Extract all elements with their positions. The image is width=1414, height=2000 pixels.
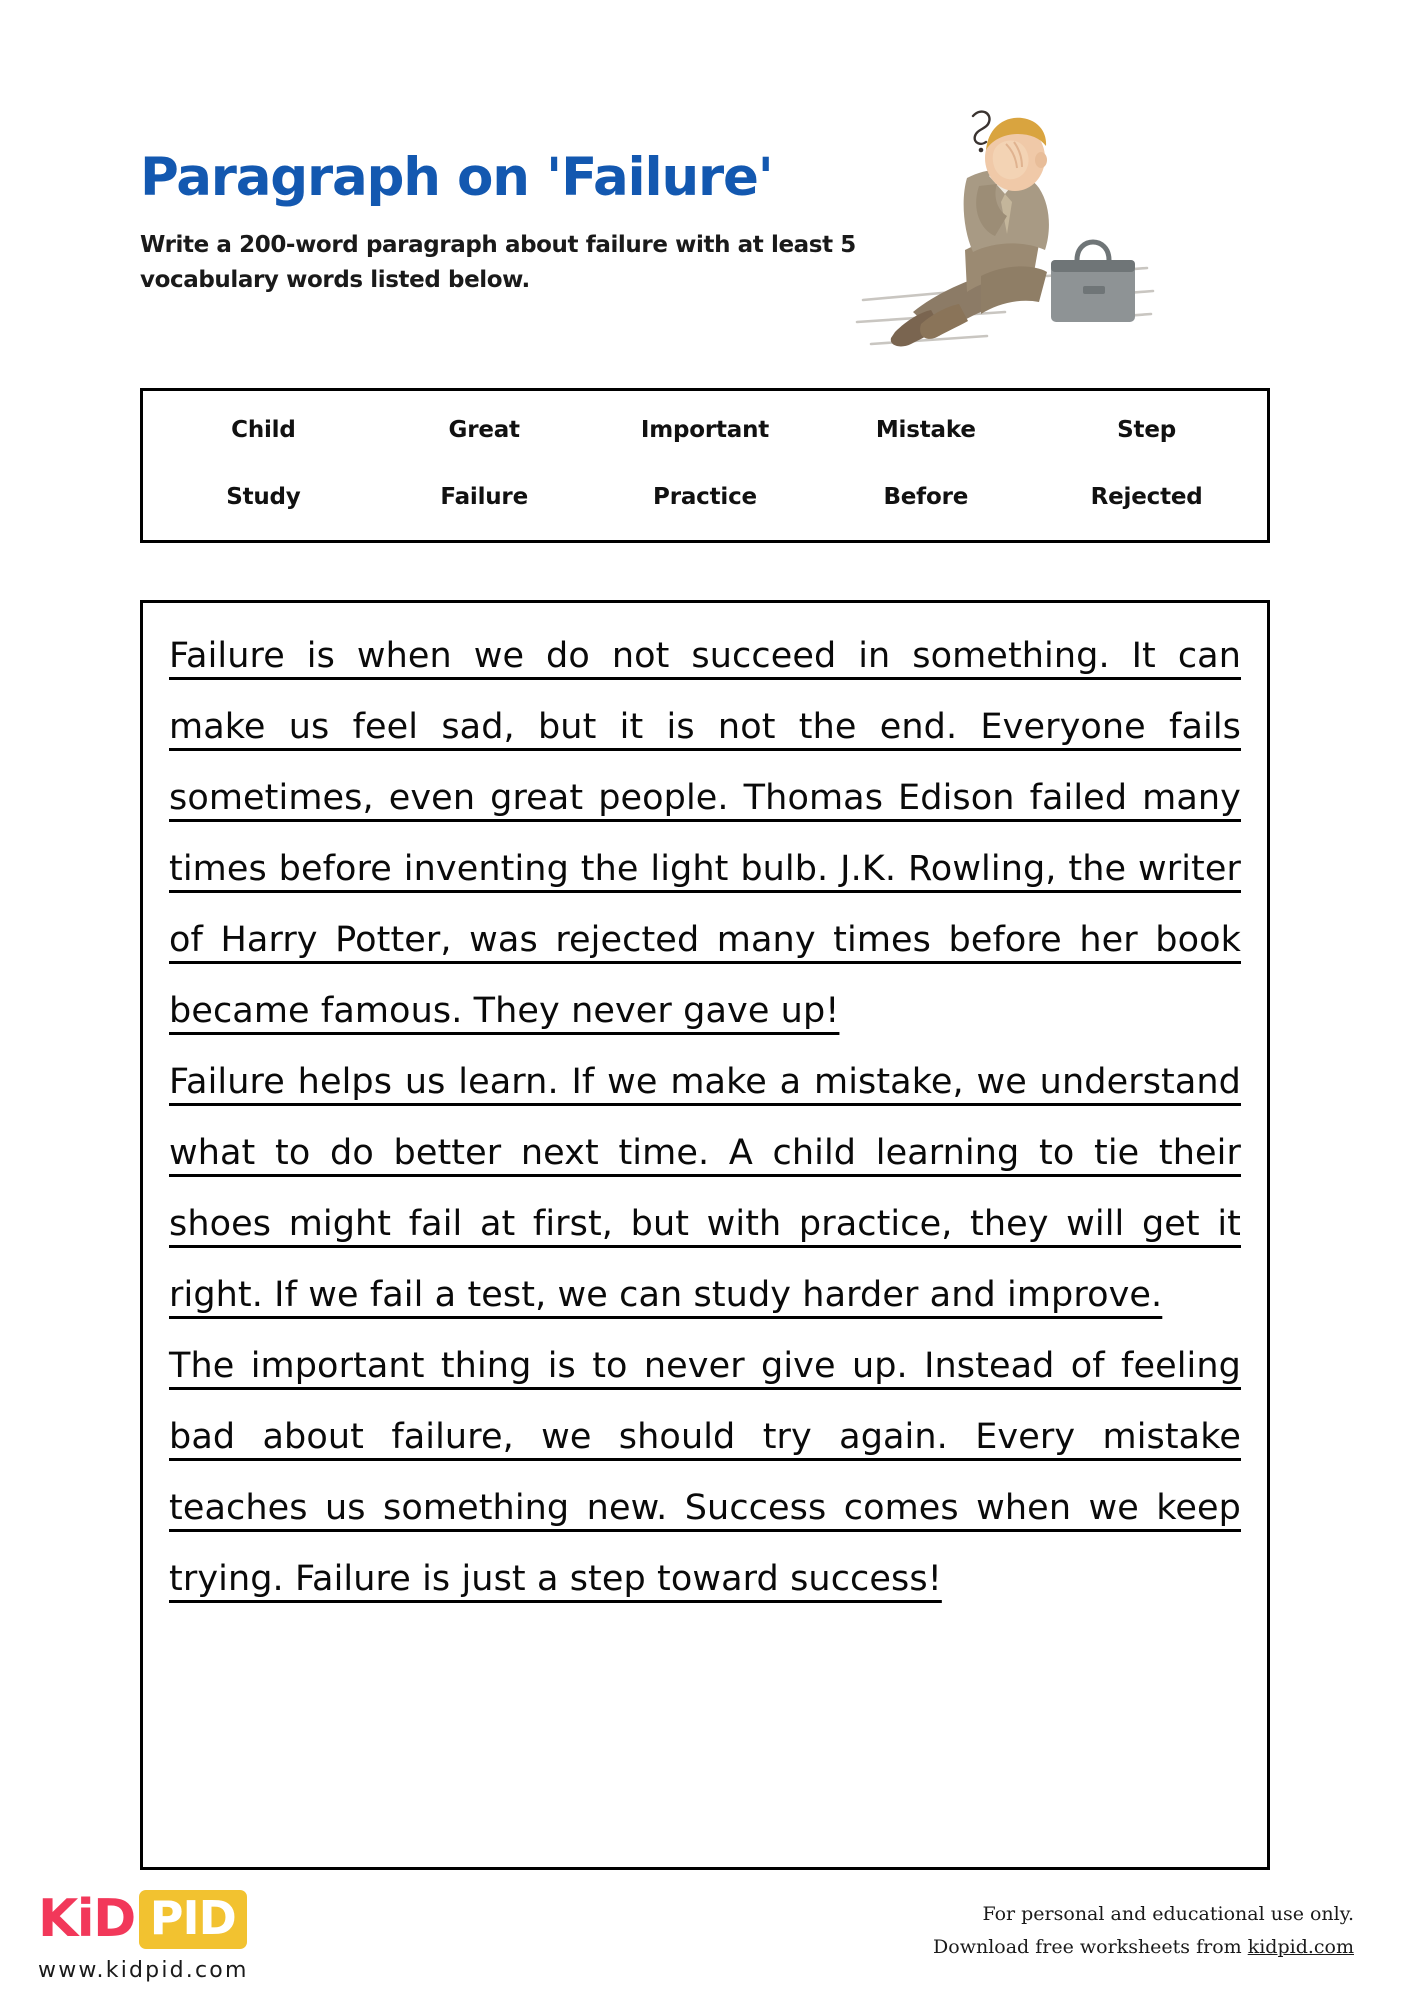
- vocab-word: Mistake: [875, 417, 976, 444]
- kidpid-link[interactable]: kidpid.com: [1247, 1936, 1354, 1959]
- answer-paragraph: Failure helps us learn. If we make a mistake, we understand what to do better next time. A child learning to tie their shoes might fail at first, but with practice, they will get it right. If we fail a test, we can study harder and improve.: [169, 1062, 1241, 1315]
- vocab-word: Failure: [440, 483, 528, 510]
- instructions-text: Write a 200-word paragraph about failure with at least 5 vocabulary words listed below.: [140, 231, 856, 294]
- vocabulary-box: [140, 388, 1270, 543]
- page-title: Paragraph on 'Failure': [140, 147, 773, 208]
- answer-paragraph: The important thing is to never give up. Instead of feeling bad about failure, we should try again. Every mistake teaches us something new. Success comes when we keep trying. Failure is just a step toward success!: [169, 1346, 1241, 1599]
- logo-pid-badge: PID: [139, 1890, 247, 1949]
- vocab-word: Before: [883, 483, 969, 510]
- vocab-word: Rejected: [1090, 483, 1203, 510]
- vocab-word: Great: [448, 417, 520, 444]
- vocab-word: Study: [226, 483, 301, 510]
- kidpid-logo[interactable]: [38, 1888, 458, 1983]
- answer-box[interactable]: [140, 600, 1270, 1870]
- footer-usage-line: For personal and educational use only.: [982, 1903, 1354, 1925]
- vocab-word: Step: [1117, 417, 1176, 444]
- footer: [0, 1880, 1414, 2000]
- vocabulary-grid: [143, 391, 1267, 540]
- site-url: www.kidpid.com: [38, 1958, 249, 1983]
- footer-download-prefix: Download free worksheets from: [933, 1936, 1248, 1959]
- vocab-word: Child: [231, 417, 296, 444]
- footer-download-line: [933, 1931, 1354, 1964]
- logo-kid-text: KiD: [38, 1889, 135, 1949]
- logo-row: [38, 1888, 458, 1950]
- header: [140, 147, 930, 299]
- vocab-word: Important: [640, 417, 770, 444]
- answer-paragraph: Failure is when we do not succeed in something. It can make us feel sad, but it is not the end. Everyone fails sometimes, even great people. Thomas Edison failed many times before inventing the light bulb. J.K. Rowling, the writer of Harry Potter, was rejected many times before her book became famous. They never gave up!: [169, 636, 1241, 1031]
- sad-person-illustration: [855, 100, 1155, 370]
- footer-note: [933, 1898, 1354, 1965]
- vocab-word: Practice: [653, 483, 757, 510]
